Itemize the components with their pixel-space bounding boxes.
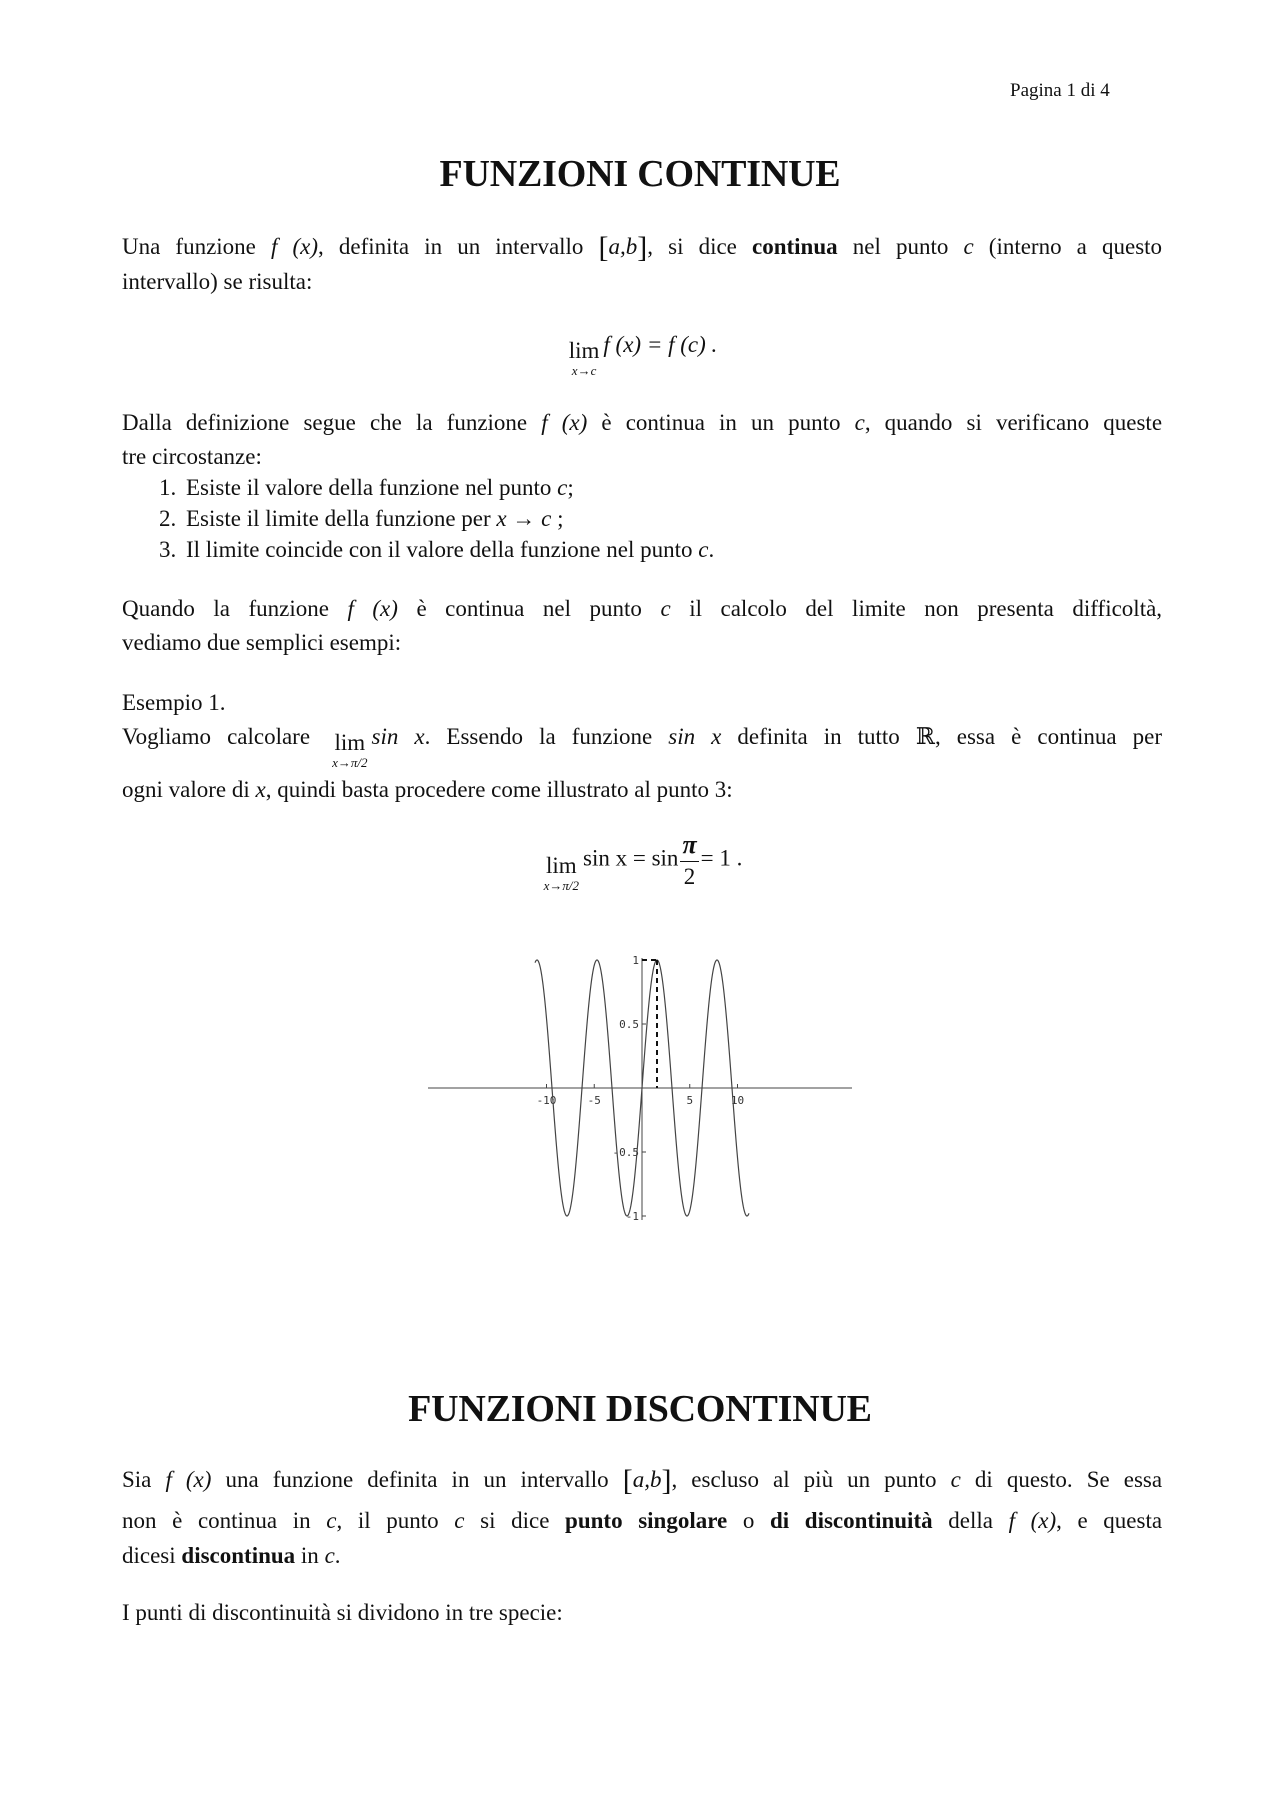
punct: . bbox=[708, 537, 715, 562]
equation-body: f (x) = f (c) . bbox=[603, 332, 718, 357]
math-c: c bbox=[557, 475, 568, 500]
x-tick-label: 10 bbox=[730, 1094, 745, 1107]
math-c: c bbox=[454, 1508, 465, 1533]
list-item bbox=[182, 534, 714, 565]
text: non è continua in bbox=[122, 1508, 311, 1533]
list-item-text: Esiste il valore della funzione nel punto bbox=[186, 475, 552, 500]
text: . Essendo la funzione bbox=[424, 724, 653, 749]
text: una funzione definita in un intervallo bbox=[225, 1467, 609, 1492]
page-number: Pagina 1 di 4 bbox=[1010, 80, 1110, 101]
lim-text: lim bbox=[545, 853, 577, 879]
intro-paragraph bbox=[122, 230, 1162, 299]
quando-line-2: vediamo due semplici esempi: bbox=[122, 630, 402, 655]
conditions-list bbox=[122, 472, 714, 565]
discontinuity-types-intro: I punti di discontinuità si dividono in tre specie: bbox=[122, 1600, 563, 1625]
math-fx: f (x) bbox=[271, 234, 319, 259]
math-c: c bbox=[660, 596, 671, 621]
text: in bbox=[300, 1543, 319, 1568]
math-c: c bbox=[324, 1543, 335, 1568]
math-fx: f (x) bbox=[541, 410, 588, 435]
text: definita in tutto bbox=[737, 724, 900, 749]
definition-line-1 bbox=[122, 406, 1162, 440]
list-item bbox=[182, 503, 714, 534]
text: nel punto bbox=[852, 234, 949, 259]
fraction-numerator: π bbox=[680, 832, 698, 862]
section-title-continue: FUNZIONI CONTINUE bbox=[439, 153, 841, 195]
fraction-denominator: 2 bbox=[683, 864, 696, 889]
intro-line-2: intervallo) se risulta: bbox=[122, 269, 313, 294]
math-x: x bbox=[255, 777, 266, 802]
text: , definita in un intervallo bbox=[318, 234, 584, 259]
text: è continua in un punto bbox=[601, 410, 841, 435]
bold-term: punto singolare bbox=[565, 1508, 728, 1533]
bold-term: di discontinuità bbox=[769, 1508, 933, 1533]
equation-right: = 1 . bbox=[700, 845, 743, 871]
text: , essa è continua per bbox=[934, 724, 1162, 749]
text: , escluso al più un punto bbox=[671, 1467, 937, 1492]
discontinue-line-1 bbox=[122, 1460, 1162, 1501]
lim-subscript: x→c bbox=[571, 363, 597, 378]
equation-limit-continuity bbox=[0, 332, 1280, 377]
reals-symbol: ℝ bbox=[915, 724, 935, 749]
discontinue-line-2 bbox=[122, 1501, 1162, 1541]
text: si dice bbox=[480, 1508, 550, 1533]
math-sinx: sin x bbox=[668, 724, 722, 749]
lim-subscript: x→π/2 bbox=[543, 878, 580, 894]
bold-term: discontinua bbox=[181, 1543, 296, 1568]
y-tick-label: -0.5 bbox=[612, 1146, 639, 1159]
example-line-1 bbox=[122, 717, 1162, 769]
text: Quando la funzione bbox=[122, 596, 329, 621]
y-tick-label: 0.5 bbox=[619, 1018, 639, 1031]
text: dicesi bbox=[122, 1543, 176, 1568]
list-item-text: Esiste il limite della funzione per bbox=[186, 506, 491, 531]
definition-paragraph bbox=[122, 406, 1162, 474]
text: Dalla definizione segue che la funzione bbox=[122, 410, 528, 435]
text: Una funzione bbox=[122, 234, 256, 259]
text: Vogliamo calcolare bbox=[122, 724, 311, 749]
x-tick-label: -10 bbox=[536, 1094, 557, 1107]
sine-graph bbox=[420, 940, 860, 1220]
definition-line-2: tre circostanze: bbox=[122, 444, 262, 469]
example-line-2 bbox=[122, 773, 1162, 807]
math-c: c bbox=[854, 410, 865, 435]
text: della bbox=[948, 1508, 993, 1533]
list-item bbox=[182, 472, 714, 503]
text: ogni valore di bbox=[122, 777, 250, 802]
bracket-open: [ bbox=[598, 231, 609, 264]
discontinue-paragraph bbox=[122, 1460, 1162, 1571]
lim-subscript: x→π/2 bbox=[332, 755, 368, 770]
lim-text: lim bbox=[334, 730, 366, 755]
limit-operator bbox=[544, 854, 579, 892]
discontinue-line-3 bbox=[122, 1541, 1162, 1571]
equation-left: sin x = sin bbox=[583, 845, 679, 871]
text: , si dice bbox=[647, 234, 737, 259]
math-interval: a,b bbox=[632, 1467, 662, 1492]
text: di questo. Se essa bbox=[974, 1467, 1163, 1492]
bracket-close: ] bbox=[661, 1464, 672, 1497]
quando-line-1 bbox=[122, 592, 1162, 626]
y-tick-label: -1 bbox=[625, 1210, 639, 1220]
punct: . bbox=[334, 1543, 341, 1568]
text: o bbox=[742, 1508, 755, 1533]
punct: ; bbox=[567, 475, 574, 500]
math-fx: f (x) bbox=[1008, 1508, 1057, 1533]
y-tick-label: 1 bbox=[632, 954, 639, 967]
fraction-pi-over-2 bbox=[680, 832, 698, 888]
x-tick-label: -5 bbox=[587, 1094, 601, 1107]
bold-term: continua bbox=[752, 234, 838, 259]
math-interval: a,b bbox=[608, 234, 638, 259]
example-label: Esempio 1. bbox=[122, 690, 226, 715]
math-c: c bbox=[698, 537, 709, 562]
math-sinx: sin x bbox=[371, 724, 425, 749]
example-paragraph bbox=[122, 717, 1162, 807]
punct: ; bbox=[551, 506, 564, 531]
list-item-text: Il limite coincide con il valore della funzione nel punto bbox=[186, 537, 693, 562]
tick-group bbox=[537, 954, 745, 1220]
lim-text: lim bbox=[568, 338, 600, 363]
math-c: c bbox=[950, 1467, 961, 1492]
text: è continua nel punto bbox=[416, 596, 642, 621]
text: , quando si verificano queste bbox=[864, 410, 1163, 435]
equation-sin-limit bbox=[0, 832, 1280, 892]
text: , e questa bbox=[1056, 1508, 1163, 1533]
math-c: c bbox=[963, 234, 974, 259]
quando-paragraph bbox=[122, 592, 1162, 660]
math-fx: f (x) bbox=[347, 596, 398, 621]
text: il calcolo del limite non presenta difficoltà, bbox=[689, 596, 1163, 621]
text: , quindi basta procedere come illustrato al punto 3: bbox=[265, 777, 733, 802]
limit-operator bbox=[332, 731, 367, 769]
bracket-close: ] bbox=[637, 231, 648, 264]
text: , il punto bbox=[336, 1508, 439, 1533]
text: (interno a questo bbox=[988, 234, 1163, 259]
bracket-open: [ bbox=[622, 1464, 633, 1497]
math-c: c bbox=[326, 1508, 337, 1533]
text: Sia bbox=[122, 1467, 152, 1492]
limit-operator bbox=[569, 339, 600, 377]
math-x-to-c: x → c bbox=[496, 506, 552, 531]
section-title-discontinue: FUNZIONI DISCONTINUE bbox=[408, 1388, 872, 1430]
x-tick-label: 5 bbox=[686, 1094, 694, 1107]
intro-line-1 bbox=[122, 230, 1162, 265]
math-fx: f (x) bbox=[165, 1467, 212, 1492]
